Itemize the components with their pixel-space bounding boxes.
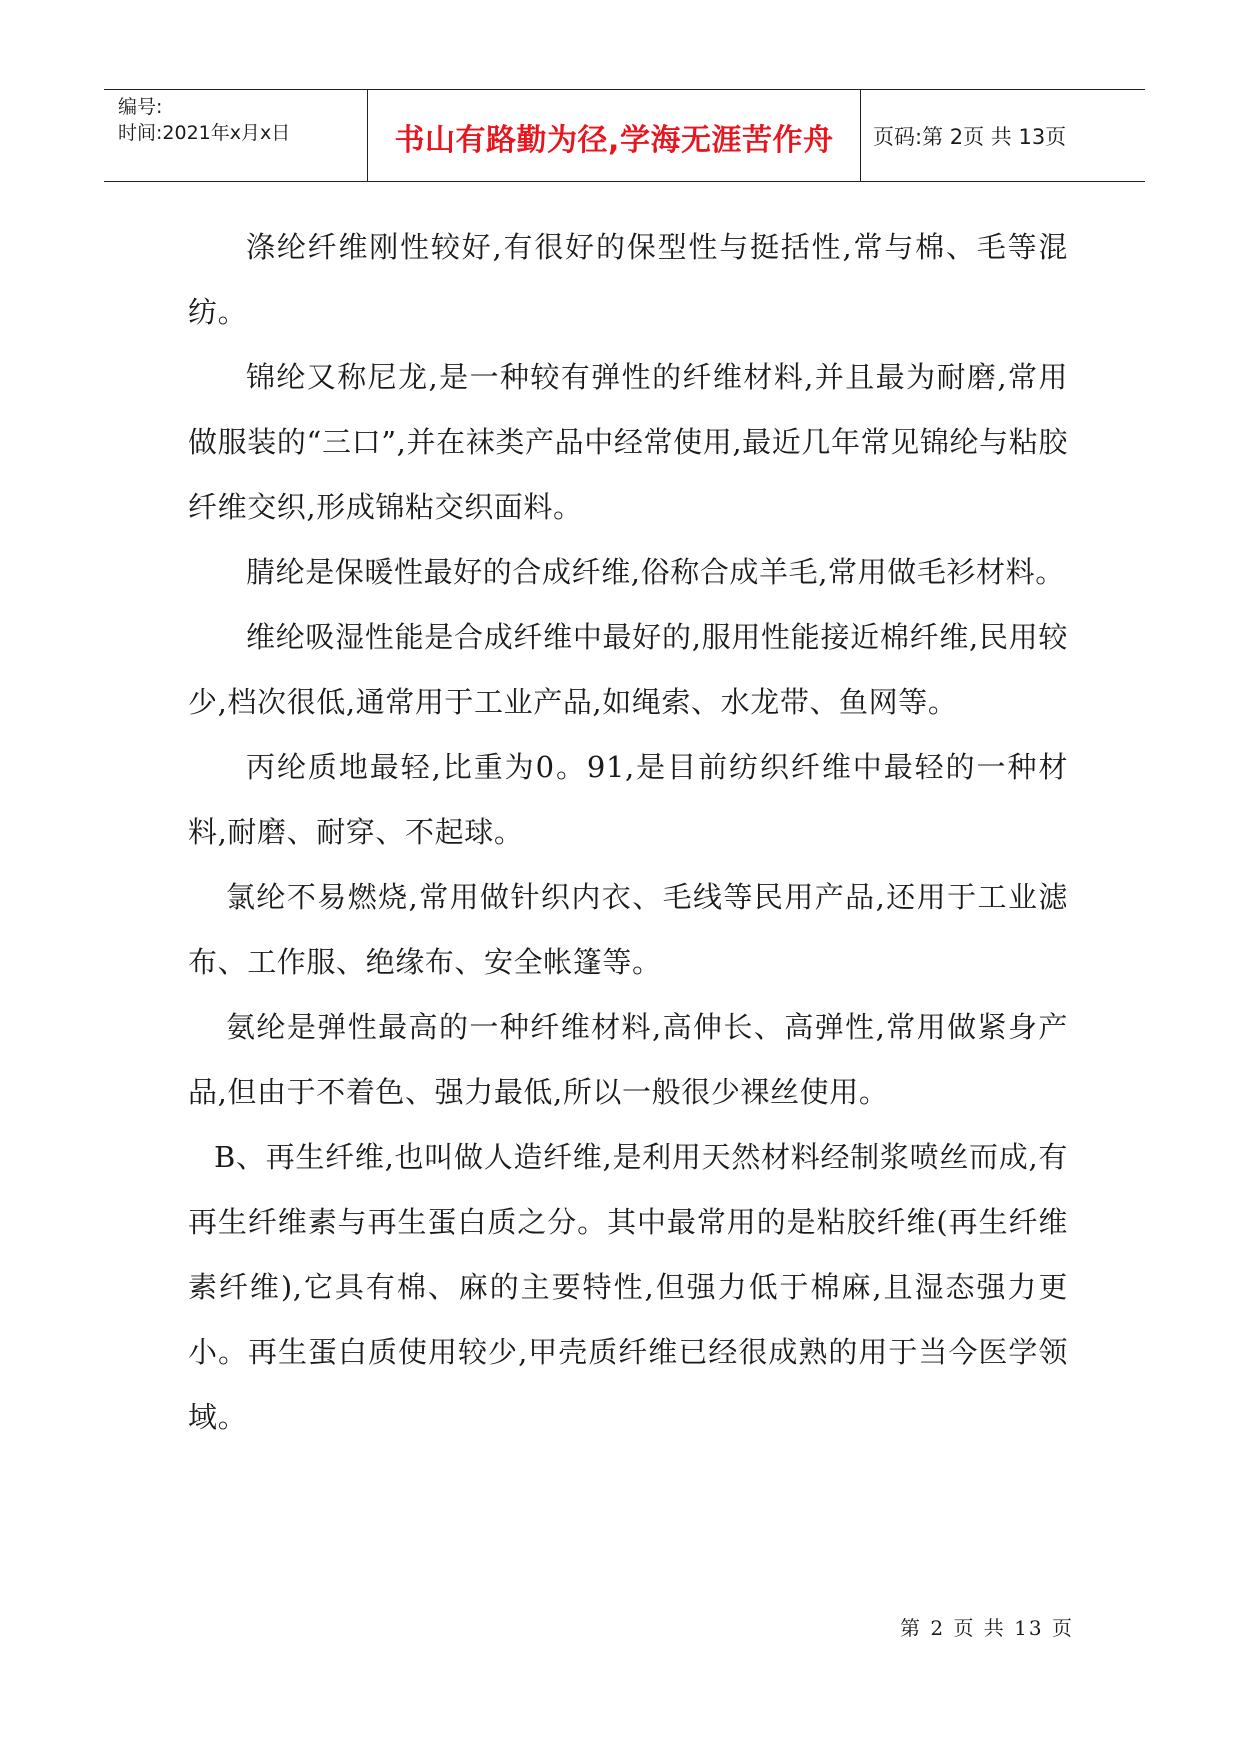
paragraph-spandex: 氨纶是弹性最高的一种纤维材料,高伸长、高弹性,常用做紧身产品,但由于不着色、强力最低,所以一般很少裸丝使用。 bbox=[188, 1010, 1068, 1109]
paragraph-acrylic: 腈纶是保暖性最好的合成纤维,俗称合成羊毛,常用做毛衫材料。 bbox=[246, 555, 1065, 589]
paragraph-chlorofiber: 氯纶不易燃烧,常用做针织内衣、毛线等民用产品,还用于工业滤布、工作服、绝缘布、安全帐篷等。 bbox=[188, 880, 1068, 979]
header-motto: 书山有路勤为径,学海无涯苦作舟 bbox=[368, 90, 861, 181]
paragraph-nylon: 锦纶又称尼龙,是一种较有弹性的纤维材料,并且最为耐磨,常用做服装的“三口”,并在袜类产品中经常使用,最近几年常见锦纶与粘胶纤维交织,形成锦粘交织面料。 bbox=[188, 360, 1068, 524]
header-page-number: 页码:第 2页 共 13页 bbox=[873, 124, 1067, 149]
paragraph-vinylon: 维纶吸湿性能是合成纤维中最好的,服用性能接近棉纤维,民用较少,档次很低,通常用于工业产品,如绳索、水龙带、鱼网等。 bbox=[188, 620, 1068, 719]
paragraph-regenerated-fiber: B、再生纤维,也叫做人造纤维,是利用天然材料经制浆喷丝而成,有再生纤维素与再生蛋白质之分。其中最常用的是粘胶纤维(再生纤维素纤维),它具有棉、麻的主要特性,但强力低于棉麻,且湿态强力更小。再生蛋白质使用较少,甲壳质纤维已经很成熟的用于当今医学领域。 bbox=[188, 1140, 1068, 1434]
time-label: 时间:2021年x月x日 bbox=[118, 122, 291, 144]
page-header bbox=[104, 89, 1145, 182]
header-meta bbox=[104, 90, 368, 181]
paragraph-polyester: 涤纶纤维刚性较好,有很好的保型性与挺括性,常与棉、毛等混纺。 bbox=[188, 230, 1068, 329]
paragraph-polypropylene: 丙纶质地最轻,比重为0。91,是目前纺织纤维中最轻的一种材料,耐磨、耐穿、不起球。 bbox=[188, 750, 1068, 849]
document-body bbox=[188, 215, 1068, 1450]
page-footer: 第 2 页 共 13 页 bbox=[900, 1616, 1074, 1640]
number-label: 编号: bbox=[118, 96, 163, 118]
